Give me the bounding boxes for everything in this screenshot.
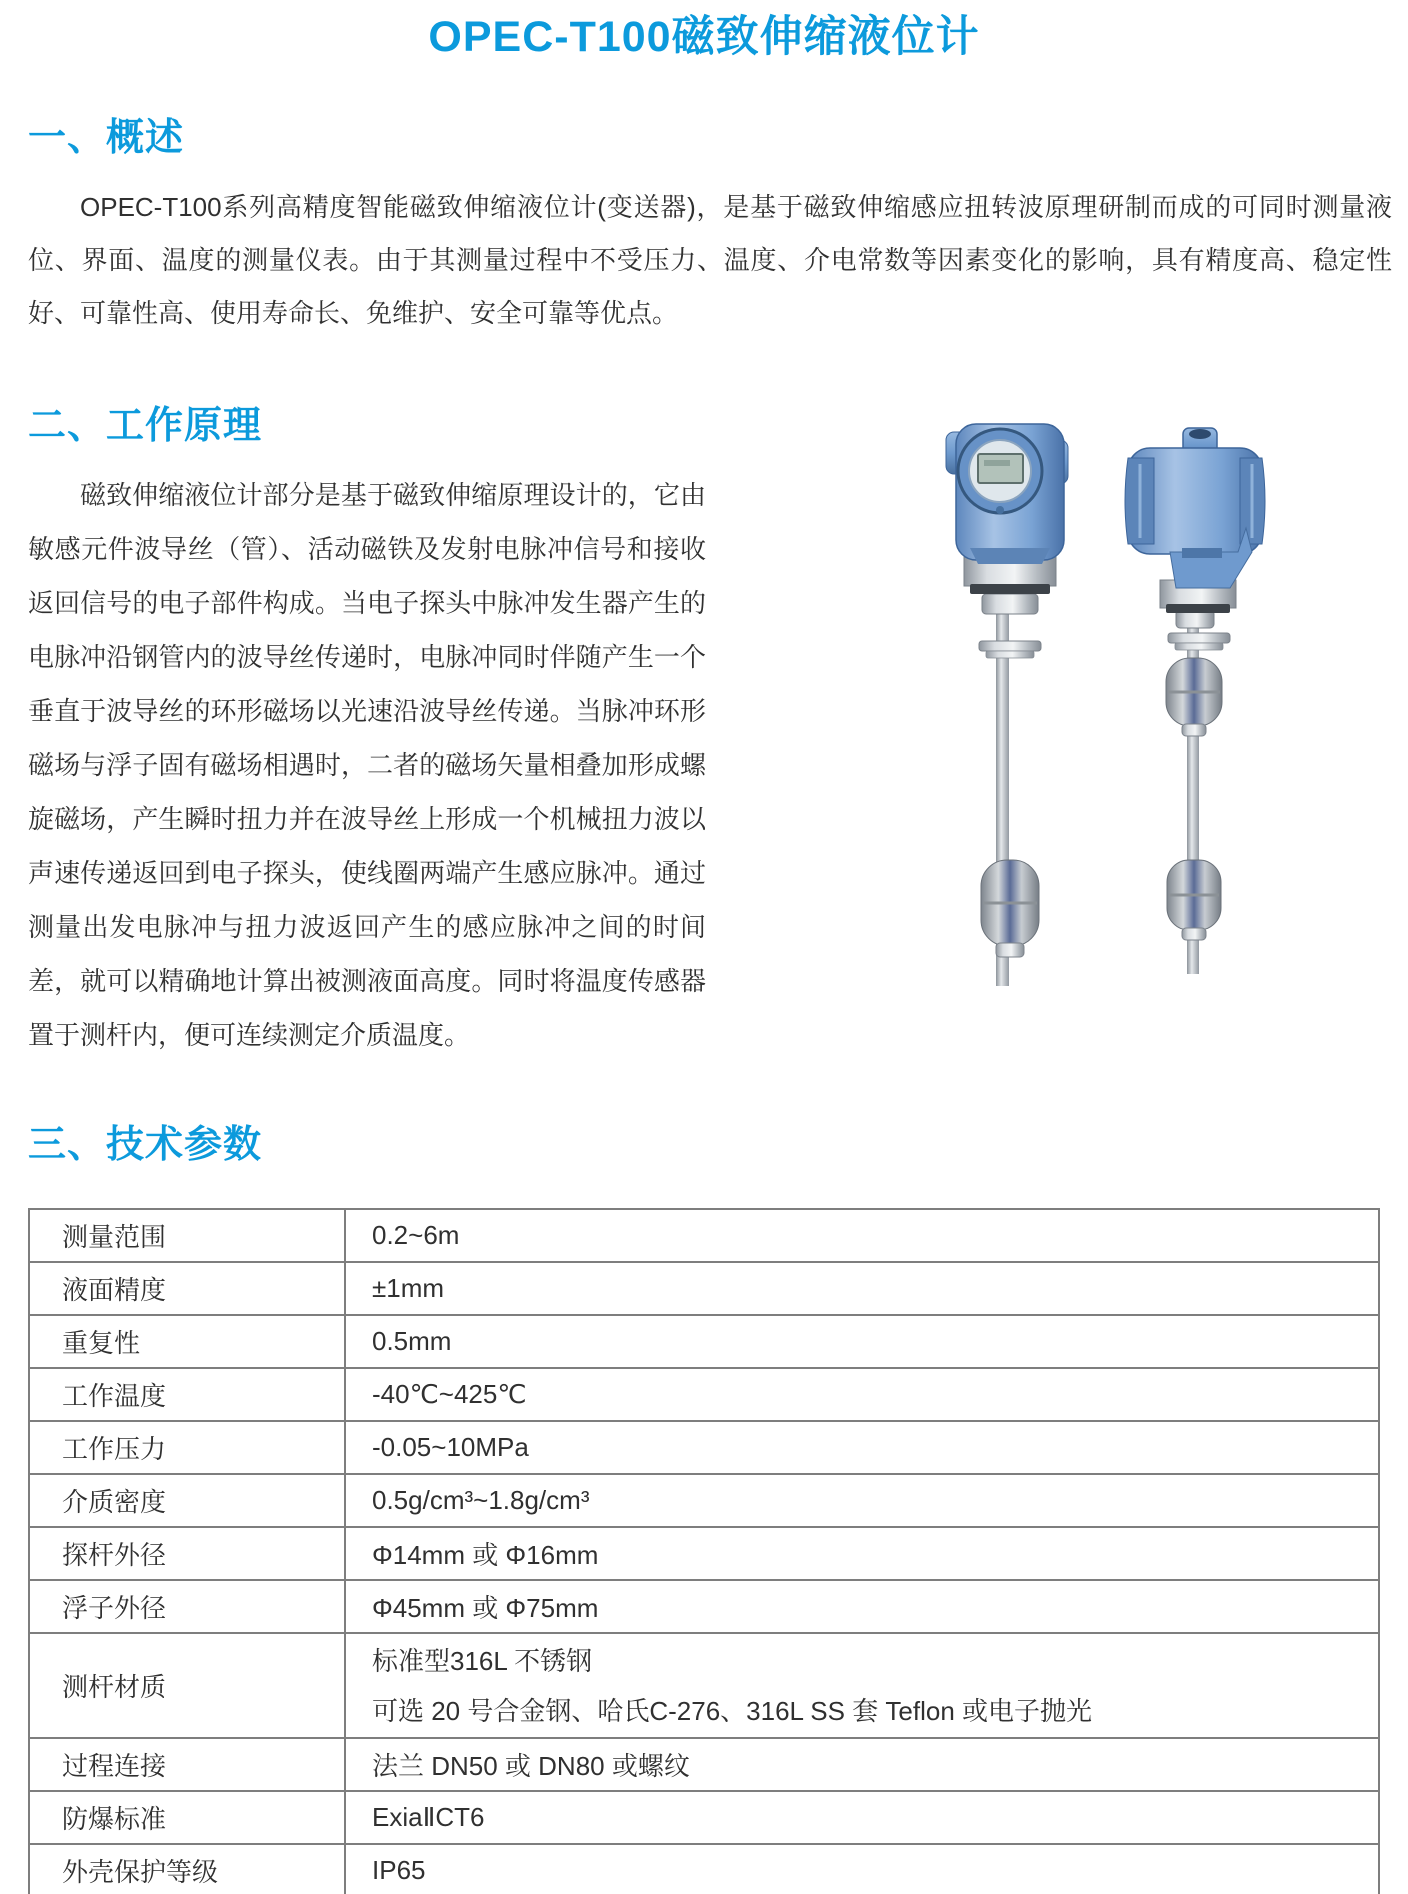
table-row xyxy=(29,1844,1379,1894)
float xyxy=(981,860,1039,957)
spec-value-cell xyxy=(345,1633,1379,1738)
table-row xyxy=(29,1633,1379,1738)
spec-label-cell: 测量范围 xyxy=(29,1209,345,1262)
spec-label-cell: 介质密度 xyxy=(29,1474,345,1527)
spec-value-cell: IP65 xyxy=(345,1844,1379,1894)
spec-label-cell: 浮子外径 xyxy=(29,1580,345,1633)
principle-paragraph: 磁致伸缩液位计部分是基于磁致伸缩原理设计的，它由敏感元件波导丝（管）、活动磁铁及发射电脉冲信号和接收返回信号的电子部件构成。当电子探头中脉冲发生器产生的电脉冲沿钢管内的波导丝传递时，电脉冲同时伴随产生一个垂直于波导丝的环形磁场以光速沿波导丝传递。当脉冲环形磁场与浮子固有磁场相遇时，二者的磁场矢量相叠加形成螺旋磁场，产生瞬时扭力并在波导丝上形成一个机械扭力波以声速传递返回到电子探头，使线圈两端产生感应脉冲。通过测量出发电脉冲与扭力波返回产生的感应脉冲之间的时间差，就可以精确地计算出被测液面高度。同时将温度传感器置于测杆内，便可连续测定介质温度。 xyxy=(28,480,706,1050)
spec-table-body xyxy=(29,1209,1379,1894)
overview-paragraph: OPEC-T100系列高精度智能磁致伸缩液位计(变送器)，是基于磁致伸缩感应扭转波原理研制而成的可同时测量液位、界面、温度的测量仪表。由于其测量过程中不受压力、温度、介电常数等因素变化的影响，具有精度高、稳定性好、可靠性高、使用寿命长、免维护、安全可靠等优点。 xyxy=(28,192,1392,328)
spec-label-cell: 过程连接 xyxy=(29,1738,345,1791)
flange-disc xyxy=(979,641,1041,651)
table-row xyxy=(29,1527,1379,1580)
table-row xyxy=(29,1738,1379,1791)
spec-value-cell: ExiaⅡCT6 xyxy=(345,1791,1379,1844)
spec-label-cell: 探杆外径 xyxy=(29,1527,345,1580)
float xyxy=(1166,658,1222,736)
spec-value-cell: Φ14mm 或 Φ16mm xyxy=(345,1527,1379,1580)
table-row xyxy=(29,1209,1379,1262)
spec-value-cell: -0.05~10MPa xyxy=(345,1421,1379,1474)
spec-label-cell: 工作温度 xyxy=(29,1368,345,1421)
table-row xyxy=(29,1791,1379,1844)
spec-value-line: 可选 20 号合金钢、哈氏C-276、316L SS 套 Teflon 或电子抛光 xyxy=(372,1695,1093,1726)
spec-value-line: 标准型316L 不锈钢 xyxy=(372,1645,593,1676)
float xyxy=(1167,860,1221,940)
page-title: OPEC-T100磁致伸缩液位计 xyxy=(428,13,980,61)
table-row xyxy=(29,1421,1379,1474)
spec-value-cell: Φ45mm 或 Φ75mm xyxy=(345,1580,1379,1633)
section-heading-specs: 三、技术参数 xyxy=(28,1124,263,1166)
table-row xyxy=(29,1474,1379,1527)
table-row xyxy=(29,1315,1379,1368)
spec-label-cell: 工作压力 xyxy=(29,1421,345,1474)
spec-value-cell: -40℃~425℃ xyxy=(345,1368,1379,1421)
spec-value-cell: 0.5g/cm³~1.8g/cm³ xyxy=(345,1474,1379,1527)
transmitter-front-view xyxy=(946,424,1068,986)
table-row xyxy=(29,1262,1379,1315)
spec-label-cell: 重复性 xyxy=(29,1315,345,1368)
table-row xyxy=(29,1368,1379,1421)
spec-label-cell: 防爆标准 xyxy=(29,1791,345,1844)
spec-value-cell: 法兰 DN50 或 DN80 或螺纹 xyxy=(345,1738,1379,1791)
section-heading-principle: 二、工作原理 xyxy=(28,405,263,447)
flange-disc xyxy=(1168,633,1230,643)
transmitter-side-view xyxy=(1125,428,1265,974)
table-row xyxy=(29,1580,1379,1633)
section-heading-overview: 一、概述 xyxy=(28,117,185,159)
spec-label-cell: 外壳保护等级 xyxy=(29,1844,345,1894)
spec-table xyxy=(28,1208,1380,1894)
spec-value-cell: 0.5mm xyxy=(345,1315,1379,1368)
spec-value-cell: 0.2~6m xyxy=(345,1209,1379,1262)
hex-nut xyxy=(982,594,1038,614)
spec-label-cell: 测杆材质 xyxy=(29,1633,345,1738)
lcd-screen xyxy=(978,454,1023,483)
spec-label-cell: 液面精度 xyxy=(29,1262,345,1315)
product-photo xyxy=(930,398,1310,998)
spec-value-cell: ±1mm xyxy=(345,1262,1379,1315)
